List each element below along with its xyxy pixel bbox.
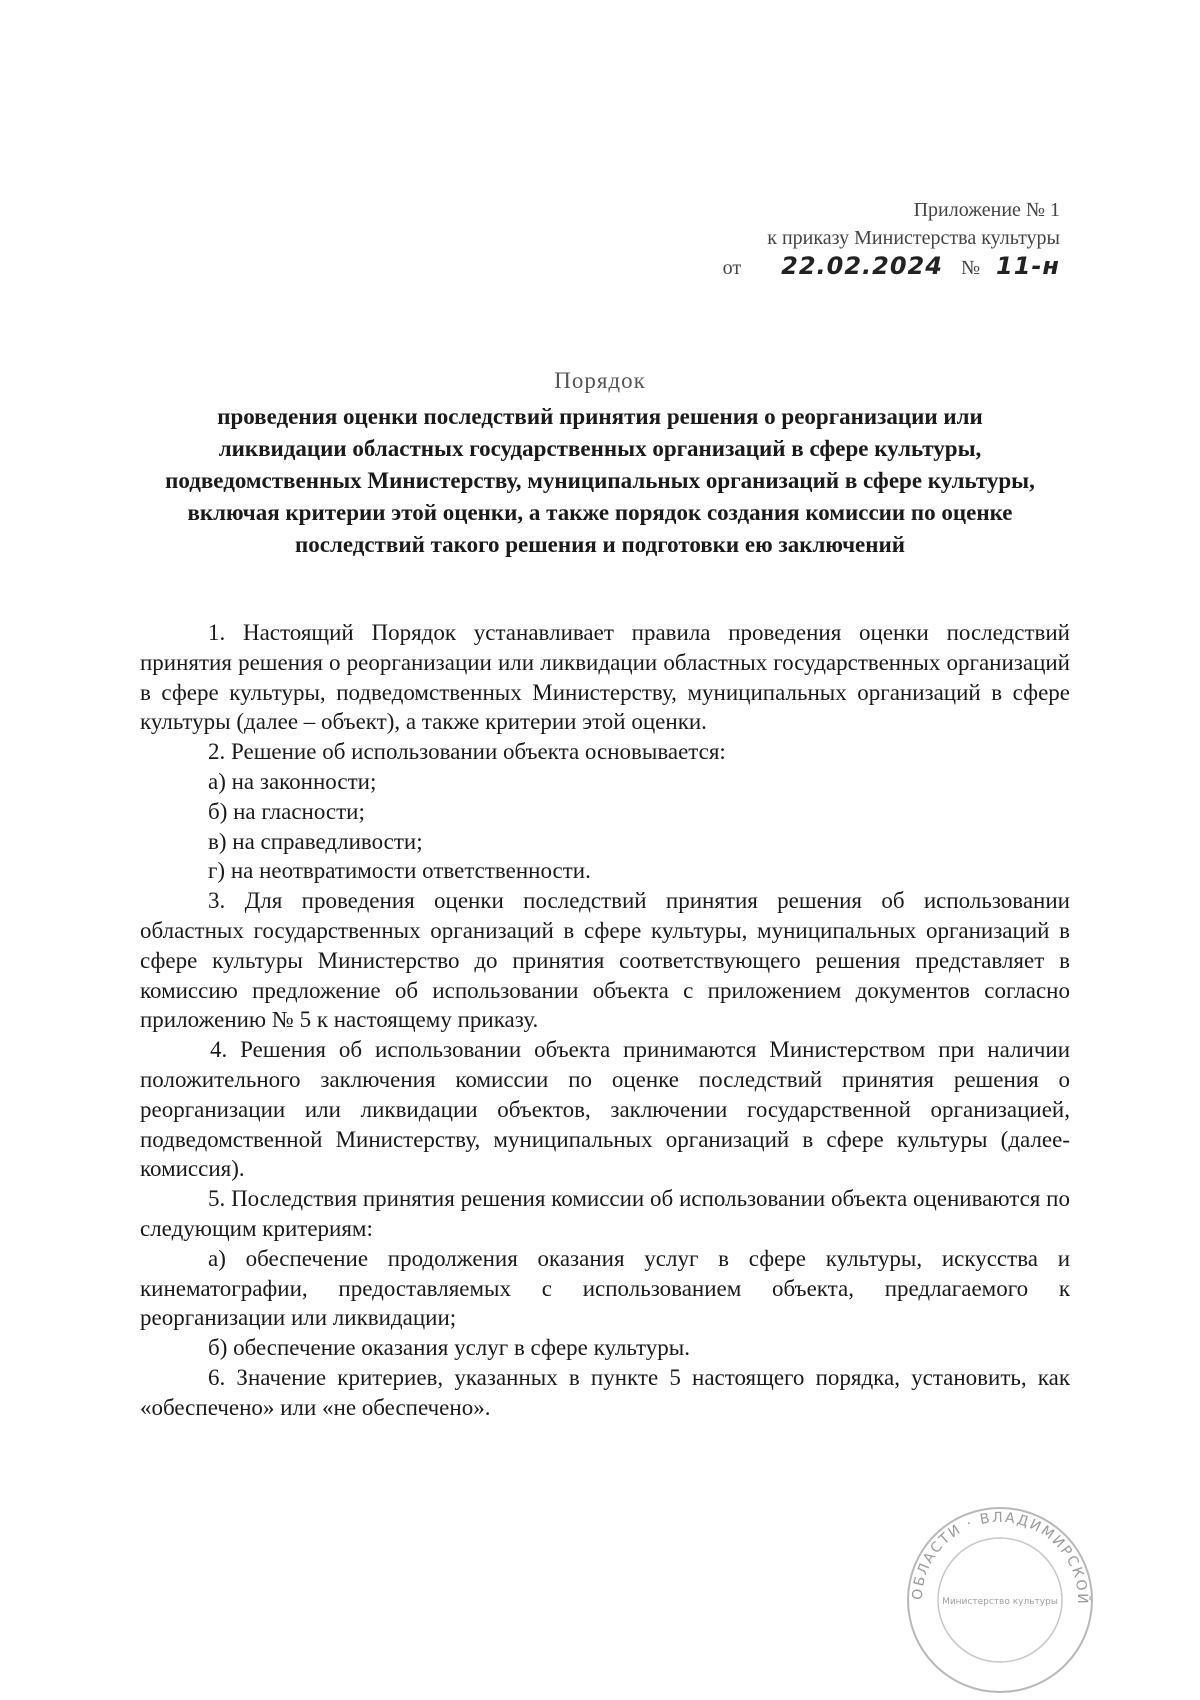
date-prefix: от [722, 257, 742, 279]
appendix-header [640, 196, 1060, 282]
paragraph: 1. Настоящий Порядок устанавливает правила проведения оценки последствий принятия решения о реорганизации или ликвидации областных государственных организаций в сфере культуры, подведомственных Министерству, муниципальных организаций в сфере культуры (далее – объект), а также критерии этой оценки. [140, 620, 1070, 735]
paragraph: 6. Значение критериев, указанных в пункте 5 настоящего порядка, установить, как «обеспечено» или «не обеспечено». [140, 1364, 1070, 1420]
paragraph: 2. Решение об использовании объекта основывается: [208, 739, 726, 765]
svg-text:ОБЛАСТИ · ВЛАДИМИРСКОЙ [910, 1510, 1092, 1606]
list-item: в) на справедливости; [208, 828, 423, 854]
order-date-line [640, 252, 1060, 282]
paragraph: 5. Последствия принятия решения комиссии об использовании объекта оцениваются по следующим критериям: [140, 1186, 1070, 1241]
title-subtitle: проведения оценки последствий принятия решения о реорганизации или ликвидации областных государственных организаций в сфере культуры, подведомственных Министерству, муниципальных организаций в сфере культуры, включая критерии этой оценки, а также порядок создания комиссии по оценке последствий такого решения и подготовки ею заключений [165, 404, 1035, 557]
official-stamp [900, 1500, 1100, 1700]
document-title [160, 365, 1040, 561]
list-item: б) на гласности; [208, 798, 365, 824]
list-item: г) на неотвратимости ответственности. [208, 858, 591, 884]
title-heading: Порядок [554, 368, 646, 393]
list-item: а) на законности; [208, 768, 377, 794]
document-body [140, 618, 1070, 1423]
list-item: а) обеспечение продолжения оказания услуг в сфере культуры, искусства и кинематографии, предоставляемых с использованием объекта, предлагаемого к реорганизации или ликвидации; [140, 1245, 1070, 1331]
handwritten-date: 22.02.2024 [781, 252, 943, 280]
stamp-ring-text: ОБЛАСТИ · ВЛАДИМИРСКОЙ [909, 1509, 1091, 1606]
order-reference: к приказу Министерства культуры [767, 227, 1060, 249]
handwritten-number: 11-н [996, 252, 1060, 280]
paragraph: 3. Для проведения оценки последствий принятия решения об использовании областных государственных организаций в сфере культуры, муниципальных организаций в сфере культуры Министерство до принятия соответствующего решения представляет в комиссию предложение об использовании объекта с приложением документов согласно приложению № 5 к настоящему приказу. [140, 888, 1070, 1033]
stamp-inner-text: Министерство культуры [942, 1597, 1058, 1607]
list-item: б) обеспечение оказания услуг в сфере культуры. [208, 1335, 690, 1361]
number-prefix: № [960, 257, 981, 279]
paragraph: 4. Решения об использовании объекта принимаются Министерством при наличии положительного заключения комиссии по оценке последствий принятия решения о реорганизации или ликвидации объектов, заключении государственной организацией, подведомственной Министерству, муниципальных организаций в сфере культуры (далее-комиссия). [140, 1037, 1070, 1182]
appendix-label: Приложение № 1 [913, 199, 1060, 221]
